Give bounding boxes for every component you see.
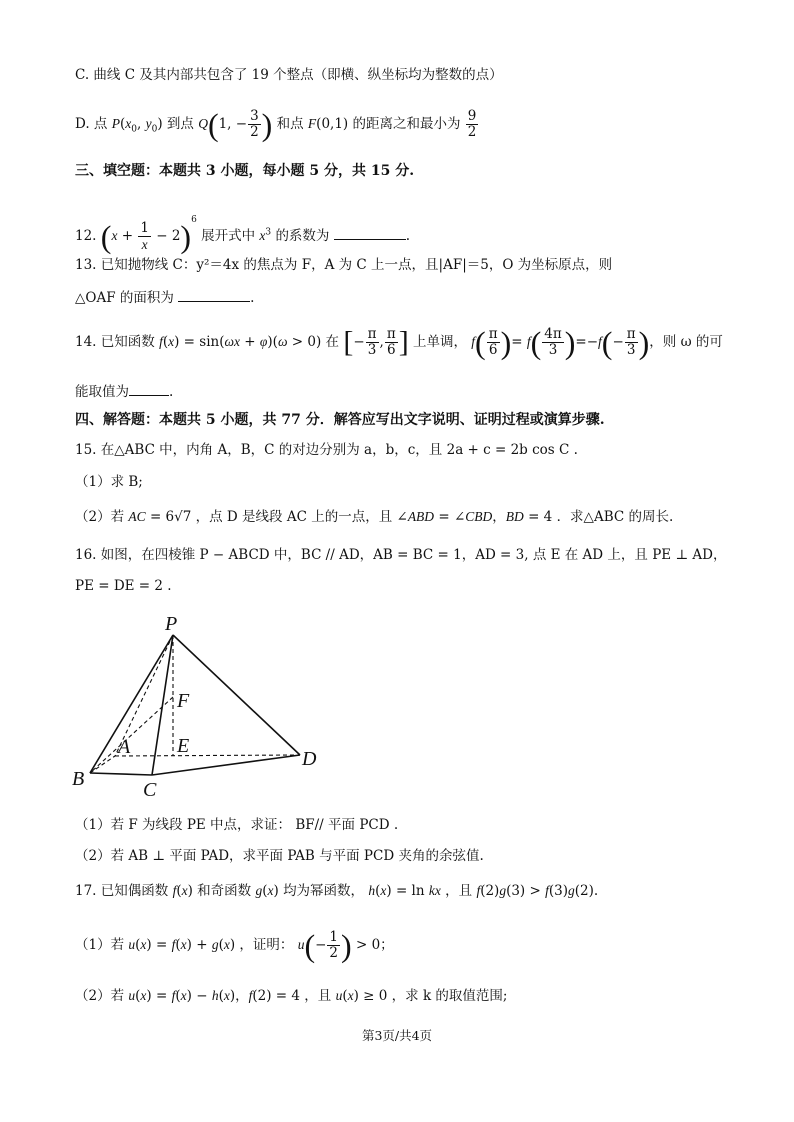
q17-p2-mid: ，且 — [304, 988, 332, 1004]
option-d-prefix: D. 点 — [75, 116, 108, 132]
q15-stem: 15. 在△ABC 中，内角 A，B，C 的对边分别为 a，b，c，且 2a + c = 2b cos C . — [75, 442, 578, 458]
q14-mid2: 上单调， — [412, 334, 467, 350]
q17-part1: （1）若 u(x) = f(x) + g(x) ，证明： u(− $\frac{1}{2}$ ) > 0； — [75, 927, 394, 964]
label-a: A — [118, 736, 131, 758]
label-p: P — [165, 613, 178, 635]
q17-p1-mid: ，证明： — [239, 937, 294, 953]
option-d: D. 点 $P(x_0$, $y_0$) 到点 Q(1, − $\frac{3}{2}$ ) 和点 F(0,1) 的距离之和最小为 $\frac{9}{2}$ — [75, 106, 477, 143]
q16-part2: （2）若 AB ⊥ 平面 PAD，求平面 PAB 与平面 PCD 夹角的余弦值. — [75, 848, 484, 864]
q13-text: △OAF 的面积为 — [75, 290, 174, 306]
option-c: C. 曲线 C 及其内部共包含了 19 个整点（即横、纵坐标均为整数的点） — [75, 67, 503, 83]
q17-stem-post: ，且 — [445, 883, 473, 899]
q15-part1: （1）求 B; — [75, 474, 143, 490]
label-b: B — [72, 768, 85, 790]
q17-part2: （2）若 u(x) = f(x) − h(x)，f(2) = 4 ，且 u(x) ≥ 0 ，求 k 的取值范围; — [75, 988, 508, 1004]
q15-p2-post: ．求△ABC 的周长. — [556, 509, 674, 525]
section-4-title: 四、解答题：本题共 5 小题，共 77 分．解答应写出文字说明、证明过程或演算步骤. — [75, 412, 605, 428]
q12-number: 12. — [75, 228, 97, 244]
q17-stem-mid2: 均为幂函数， — [283, 883, 365, 899]
page-footer: 第3页/共4页 — [361, 1028, 433, 1043]
q14-post: ，则 ω 的可 — [649, 334, 723, 350]
q15-p2-mid: ，点 D 是线段 AC 上的一点，且 — [195, 509, 393, 525]
question-14: 14. 已知函数 f(x) = sin(ωx + φ)(ω > 0) 在 [− $\frac{\pi}{3}$ , $\frac{\pi}{6}$ ] 上单调， f( $\frac{\pi}{6}$ )= f( $\frac{4\pi}{3}$ )=−f(− $\frac{\pi}{3}$ )，则 ω 的可 — [75, 324, 723, 361]
q17-stem-mid: 和奇函数 — [197, 883, 252, 899]
q13-line2: △OAF 的面积为 . — [75, 287, 254, 307]
q13-line1: 13. 已知抛物线 C：y²＝4x 的焦点为 F，A 为 C 上一点，且|AF|＝5，O 为坐标原点，则 — [75, 257, 613, 273]
answer-blank[interactable] — [334, 225, 406, 240]
q14-line2-text: 能取值为 — [75, 384, 129, 400]
q16-stem2: PE = DE = 2 . — [75, 578, 172, 594]
q14-line2: 能取值为 . — [75, 381, 173, 401]
pyramid-figure — [70, 610, 330, 800]
q17-stem-pre: 17. 已知偶函数 — [75, 883, 169, 899]
q17-p2-pre: （2）若 — [75, 988, 125, 1004]
q14-mid: 在 — [325, 334, 340, 350]
q12-text-post: 的系数为 — [275, 228, 330, 244]
label-c: C — [143, 779, 157, 800]
q17-stem: 17. 已知偶函数 f(x) 和奇函数 g(x) 均为幂函数， h(x) = ln kx ，且 f(2)g(3) > f(3)g(2). — [75, 883, 599, 899]
q16-part1: （1）若 F 为线段 PE 中点，求证： BF// 平面 PCD . — [75, 817, 399, 833]
q17-p1-pre: （1）若 — [75, 937, 125, 953]
q12-text: 展开式中 — [201, 228, 256, 244]
question-12: 12. (x + $\frac{1}{x}$ − 2)$^6$ 展开式中 $x^3$ 的系数为 . — [75, 215, 411, 255]
q15-part2: （2）若 AC = 6√7 ，点 D 是线段 AC 上的一点，且 ∠ABD = ∠CBD，BD = 4 ．求△ABC 的周长. — [75, 509, 674, 525]
option-d-mid2: 和点 — [276, 116, 304, 132]
answer-blank[interactable] — [178, 287, 250, 302]
q15-p2-pre: （2）若 — [75, 509, 125, 525]
answer-blank[interactable] — [129, 381, 169, 396]
label-f: F — [177, 690, 190, 712]
label-d: D — [302, 748, 317, 770]
q16-stem: 16. 如图，在四棱锥 P − ABCD 中，BC // AD，AB = BC = 1，AD = 3, 点 E 在 AD 上，且 PE ⊥ AD， — [75, 547, 727, 563]
q14-text: 14. 已知函数 — [75, 334, 155, 350]
option-d-suffix: 的距离之和最小为 — [352, 116, 461, 132]
q17-p2-post: ，求 k 的取值范围; — [391, 988, 508, 1004]
section-3-title: 三、填空题：本题共 3 小题，每小题 5 分，共 15 分. — [75, 163, 415, 179]
label-e: E — [177, 735, 190, 757]
option-d-mid1: 到点 — [166, 116, 194, 132]
